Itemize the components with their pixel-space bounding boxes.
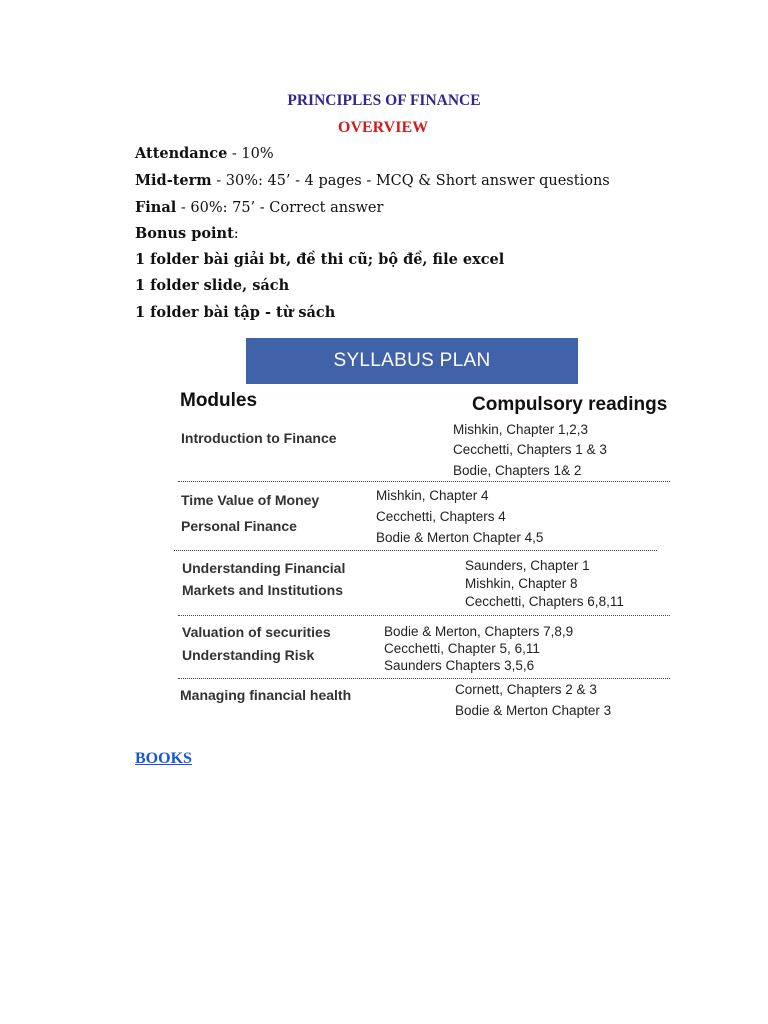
module-label: Managing financial health [180, 687, 352, 703]
bonus-line [135, 225, 239, 242]
midterm-line [135, 172, 610, 189]
row-separator [178, 481, 670, 482]
module-label: Valuation of securities [182, 624, 331, 640]
reading-label: Mishkin, Chapter 4 [376, 488, 489, 503]
reading-label: Cecchetti, Chapter 5, 6,11 [384, 641, 540, 656]
line-label: Final [135, 199, 177, 216]
books-link[interactable]: BOOKS [135, 750, 192, 767]
row-separator [178, 615, 670, 616]
attendance-line [135, 145, 274, 162]
module-label: Markets and Institutions [182, 582, 344, 598]
line-label: Attendance [135, 145, 228, 162]
line-label: 1 folder bài giải bt, đề thi cũ; bộ đề, file excel [135, 251, 505, 268]
reading-label: Cecchetti, Chapters 4 [376, 509, 506, 524]
line-text: - 30%: 45’ - 4 pages - MCQ & Short answer questions [211, 173, 610, 189]
document-subtitle: OVERVIEW [338, 119, 429, 136]
module-label: Understanding Financial [182, 560, 346, 576]
reading-label: Bodie & Merton, Chapters 7,8,9 [384, 624, 574, 639]
modules-header: Modules [180, 390, 258, 411]
reading-label: Cecchetti, Chapters 1 & 3 [453, 442, 607, 457]
readings-header: Compulsory readings [472, 394, 668, 415]
line-label: 1 folder bài tập - từ sách [135, 304, 336, 321]
reading-label: Mishkin, Chapter 8 [465, 576, 578, 591]
module-label: Introduction to Finance [181, 430, 337, 446]
final-line [135, 199, 383, 216]
module-label: Time Value of Money [181, 492, 320, 508]
line-label: Mid-term [135, 172, 212, 189]
reading-label: Bodie, Chapters 1& 2 [453, 463, 582, 478]
module-label: Understanding Risk [182, 647, 315, 663]
line-text: : [233, 226, 239, 242]
line-label: 1 folder slide, sách [135, 277, 290, 294]
reading-label: Saunders Chapters 3,5,6 [384, 658, 535, 673]
reading-label: Mishkin, Chapter 1,2,3 [453, 422, 589, 437]
row-separator [174, 550, 657, 551]
reading-label: Bodie & Merton Chapter 3 [455, 703, 612, 718]
row-separator [178, 678, 670, 679]
folder-line-1 [135, 251, 504, 268]
reading-label: Bodie & Merton Chapter 4,5 [376, 530, 544, 545]
reading-label: Cornett, Chapters 2 & 3 [455, 682, 597, 697]
reading-label: Saunders, Chapter 1 [465, 558, 590, 573]
syllabus-banner: SYLLABUS PLAN [246, 338, 578, 384]
line-label: Bonus point [135, 225, 234, 242]
module-label: Personal Finance [181, 518, 297, 534]
line-text: - 10% [227, 146, 274, 162]
document-title: PRINCIPLES OF FINANCE [287, 92, 481, 109]
line-text: - 60%: 75’ - Correct answer [176, 200, 384, 216]
folder-line-3 [135, 304, 335, 321]
reading-label: Cecchetti, Chapters 6,8,11 [465, 594, 624, 609]
folder-line-2 [135, 277, 289, 294]
